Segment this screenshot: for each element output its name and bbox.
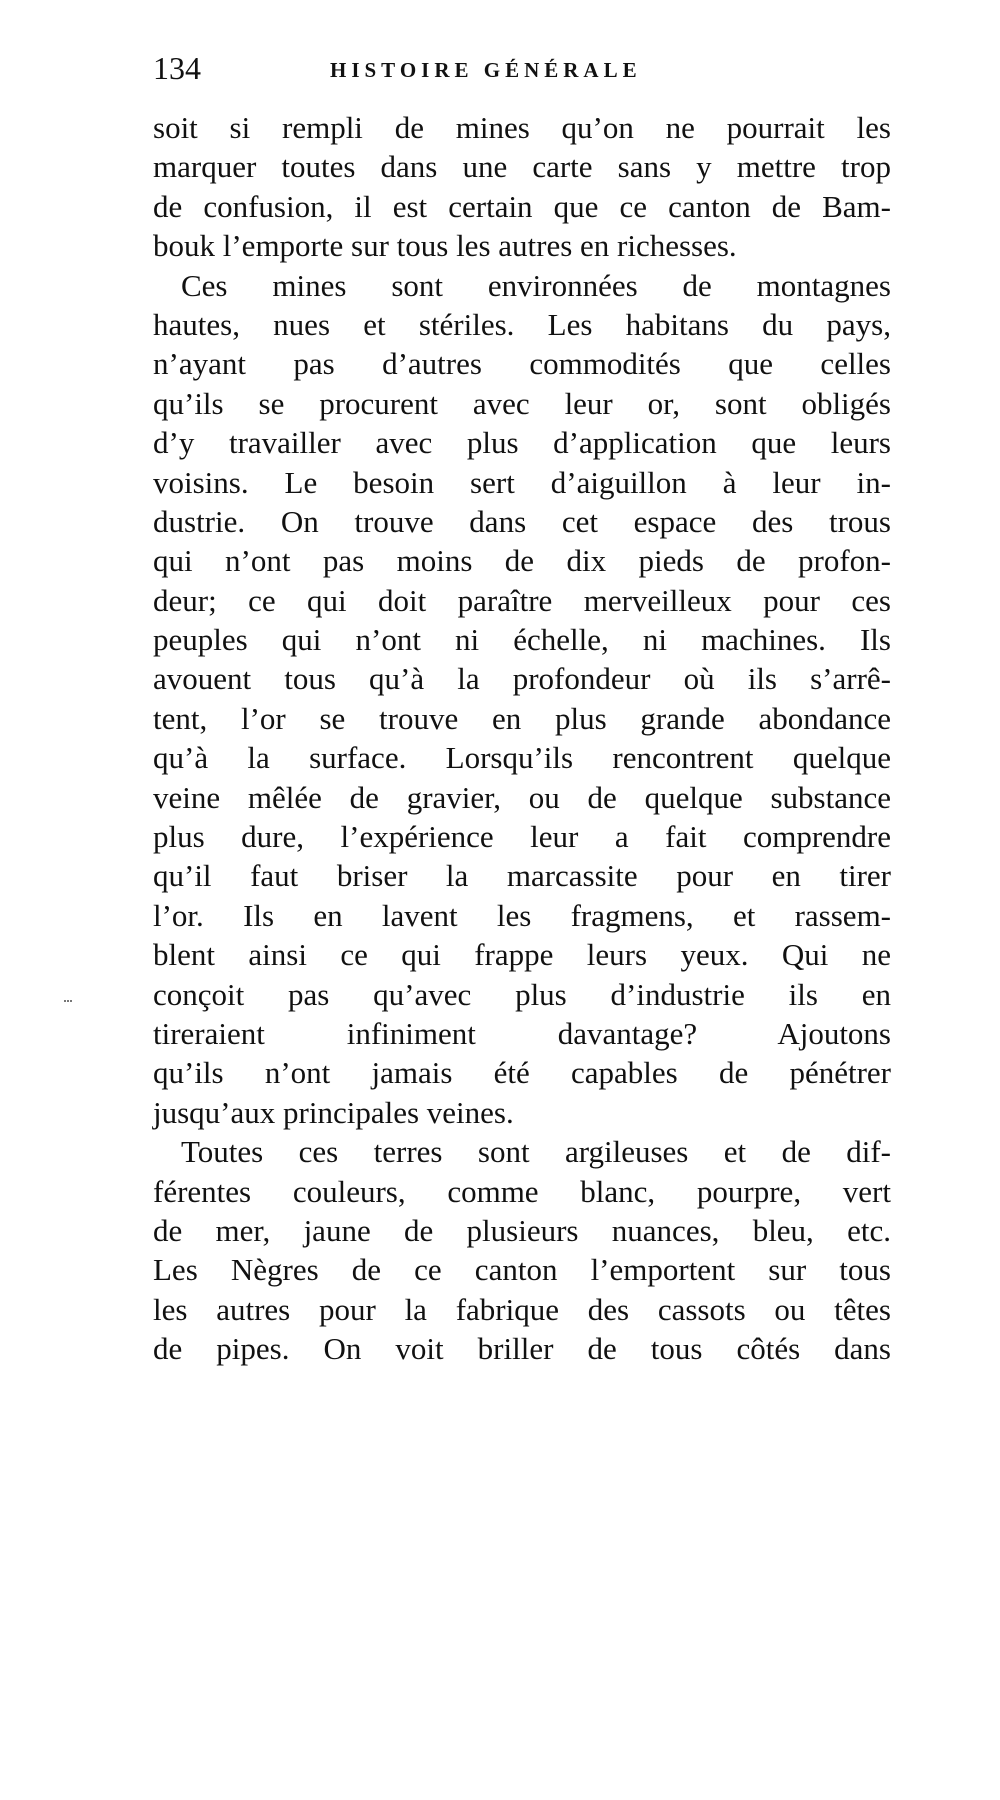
text-line: qui n’ont pas moins de dix pieds de profon- xyxy=(153,543,891,579)
text-line: Toutes ces terres sont argileuses et de dif- xyxy=(181,1134,891,1170)
text-line: hautes, nues et stériles. Les habitans du pays, xyxy=(153,306,891,342)
text-line: deur; ce qui doit paraître merveilleux pour ces xyxy=(153,582,891,618)
text-line: dustrie. On trouve dans cet espace des trous xyxy=(153,503,891,539)
text-line: tent, l’or se trouve en plus grande abondance xyxy=(153,700,891,736)
text-line: plus dure, l’expérience leur a fait comprendre xyxy=(153,819,891,855)
text-line: férentes couleurs, comme blanc, pourpre, vert xyxy=(153,1173,891,1209)
page-header xyxy=(153,50,893,90)
text-line: qu’ils se procurent avec leur or, sont obligés xyxy=(153,385,891,421)
text-line: blent ainsi ce qui frappe leurs yeux. Qui ne xyxy=(153,937,891,973)
text-line: conçoit pas qu’avec plus d’industrie ils en xyxy=(153,976,891,1012)
text-line: voisins. Le besoin sert d’aiguillon à leur in- xyxy=(153,464,891,500)
text-line: les autres pour la fabrique des cassots ou têtes xyxy=(153,1291,891,1327)
text-line: tireraient infiniment davantage? Ajoutons xyxy=(153,1015,891,1051)
text-line: jusqu’aux principales veines. xyxy=(153,1094,514,1130)
text-line: veine mêlée de gravier, ou de quelque substance xyxy=(153,779,891,815)
text-line: avouent tous qu’à la profondeur où ils s’arrê- xyxy=(153,661,891,697)
text-line: l’or. Ils en lavent les fragmens, et rassem- xyxy=(153,897,891,933)
text-line: qu’il faut briser la marcassite pour en tirer xyxy=(153,858,891,894)
running-title: HISTOIRE GÉNÉRALE xyxy=(330,58,642,82)
scan-speck xyxy=(64,1000,72,1007)
text-line: qu’ils n’ont jamais été capables de pénétrer xyxy=(153,1055,891,1091)
text-line: de pipes. On voit briller de tous côtés dans xyxy=(153,1331,891,1367)
text-line: qu’à la surface. Lorsqu’ils rencontrent quelque xyxy=(153,740,891,776)
text-line: de mer, jaune de plusieurs nuances, bleu, etc. xyxy=(153,1212,891,1248)
text-line: d’y travailler avec plus d’application que leurs xyxy=(153,425,891,461)
text-line: marquer toutes dans une carte sans y mettre trop xyxy=(153,149,891,185)
text-line: Ces mines sont environnées de montagnes xyxy=(181,267,891,303)
text-line: soit si rempli de mines qu’on ne pourrait les xyxy=(153,110,891,145)
text-line: Les Nègres de ce canton l’emportent sur tous xyxy=(153,1252,891,1288)
text-line: n’ayant pas d’autres commodités que celles xyxy=(153,346,891,382)
body-text xyxy=(153,108,891,1369)
text-line: bouk l’emporte sur tous les autres en richesses. xyxy=(153,228,737,264)
page-number: 134 xyxy=(153,50,201,86)
text-line: de confusion, il est certain que ce canton de Bam- xyxy=(153,188,891,224)
text-line: peuples qui n’ont ni échelle, ni machines. Ils xyxy=(153,622,891,658)
